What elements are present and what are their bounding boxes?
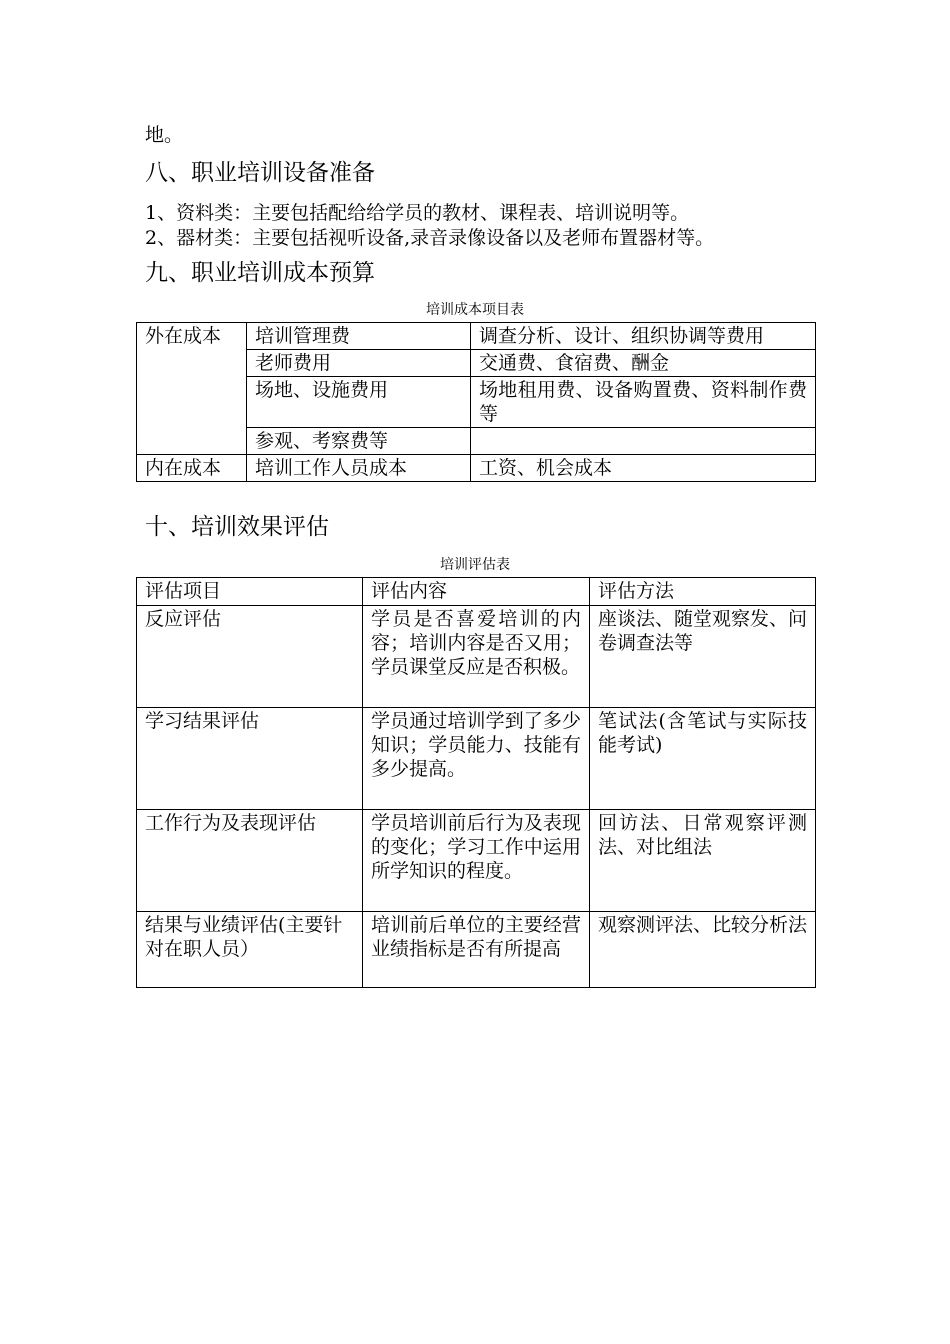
table-cell: 工资、机会成本: [471, 455, 816, 482]
table-cell: 笔试法(含笔试与实际技能考试): [590, 708, 816, 810]
table-cell: 老师费用: [247, 350, 471, 377]
table-cell: 调查分析、设计、组织协调等费用: [471, 323, 816, 350]
table-cell: 结果与业绩评估(主要针对在职人员）: [137, 912, 363, 988]
table-row: [137, 708, 816, 810]
cost-table-caption: 培训成本项目表: [426, 302, 524, 318]
table-row: [137, 912, 816, 988]
table-cell: 交通费、食宿费、酬金: [471, 350, 816, 377]
table-row: [137, 810, 816, 912]
table-row: [137, 455, 816, 482]
table-cell: 学员培训前后行为及表现的变化；学习工作中运用所学知识的程度。: [363, 810, 590, 912]
equipment-item-2: 2、器材类：主要包括视听设备,录音录像设备以及老师布置器材等。: [145, 227, 715, 249]
table-cell: 参观、考察费等: [247, 428, 471, 455]
table-cell: [471, 428, 816, 455]
table-cell: 培训工作人员成本: [247, 455, 471, 482]
section-10-heading: 十、培训效果评估: [145, 514, 329, 540]
table-row: [137, 323, 816, 350]
table-row: [137, 606, 816, 708]
table-cell: 学习结果评估: [137, 708, 363, 810]
eval-table-caption: 培训评估表: [440, 557, 510, 573]
table-cell: 回访法、日常观察评测法、对比组法: [590, 810, 816, 912]
table-cell: 观察测评法、比较分析法: [590, 912, 816, 988]
section-8-heading: 八、职业培训设备准备: [145, 160, 375, 186]
table-cell: 场地租用费、设备购置费、资料制作费等: [471, 377, 816, 428]
table-cell: 场地、设施费用: [247, 377, 471, 428]
section-9-heading: 九、职业培训成本预算: [145, 260, 375, 286]
table-cell: 学员通过培训学到了多少知识；学员能力、技能有多少提高。: [363, 708, 590, 810]
table-cell: 工作行为及表现评估: [137, 810, 363, 912]
table-cell: 培训前后单位的主要经营业绩指标是否有所提高: [363, 912, 590, 988]
continuation-text: 地。: [145, 124, 184, 146]
column-header: 评估项目: [137, 578, 363, 606]
cost-table: [136, 322, 816, 482]
equipment-item-1: 1、资料类：主要包括配给给学员的教材、课程表、培训说明等。: [145, 202, 690, 224]
external-cost-label: 外在成本: [137, 323, 247, 455]
column-header: 评估内容: [363, 578, 590, 606]
table-header-row: [137, 578, 816, 606]
table-cell: 座谈法、随堂观察发、问卷调查法等: [590, 606, 816, 708]
eval-table: [136, 577, 816, 988]
internal-cost-label: 内在成本: [137, 455, 247, 482]
table-cell: 培训管理费: [247, 323, 471, 350]
table-cell: 反应评估: [137, 606, 363, 708]
column-header: 评估方法: [590, 578, 816, 606]
table-cell: 学员是否喜爱培训的内容；培训内容是否又用；学员课堂反应是否积极。: [363, 606, 590, 708]
